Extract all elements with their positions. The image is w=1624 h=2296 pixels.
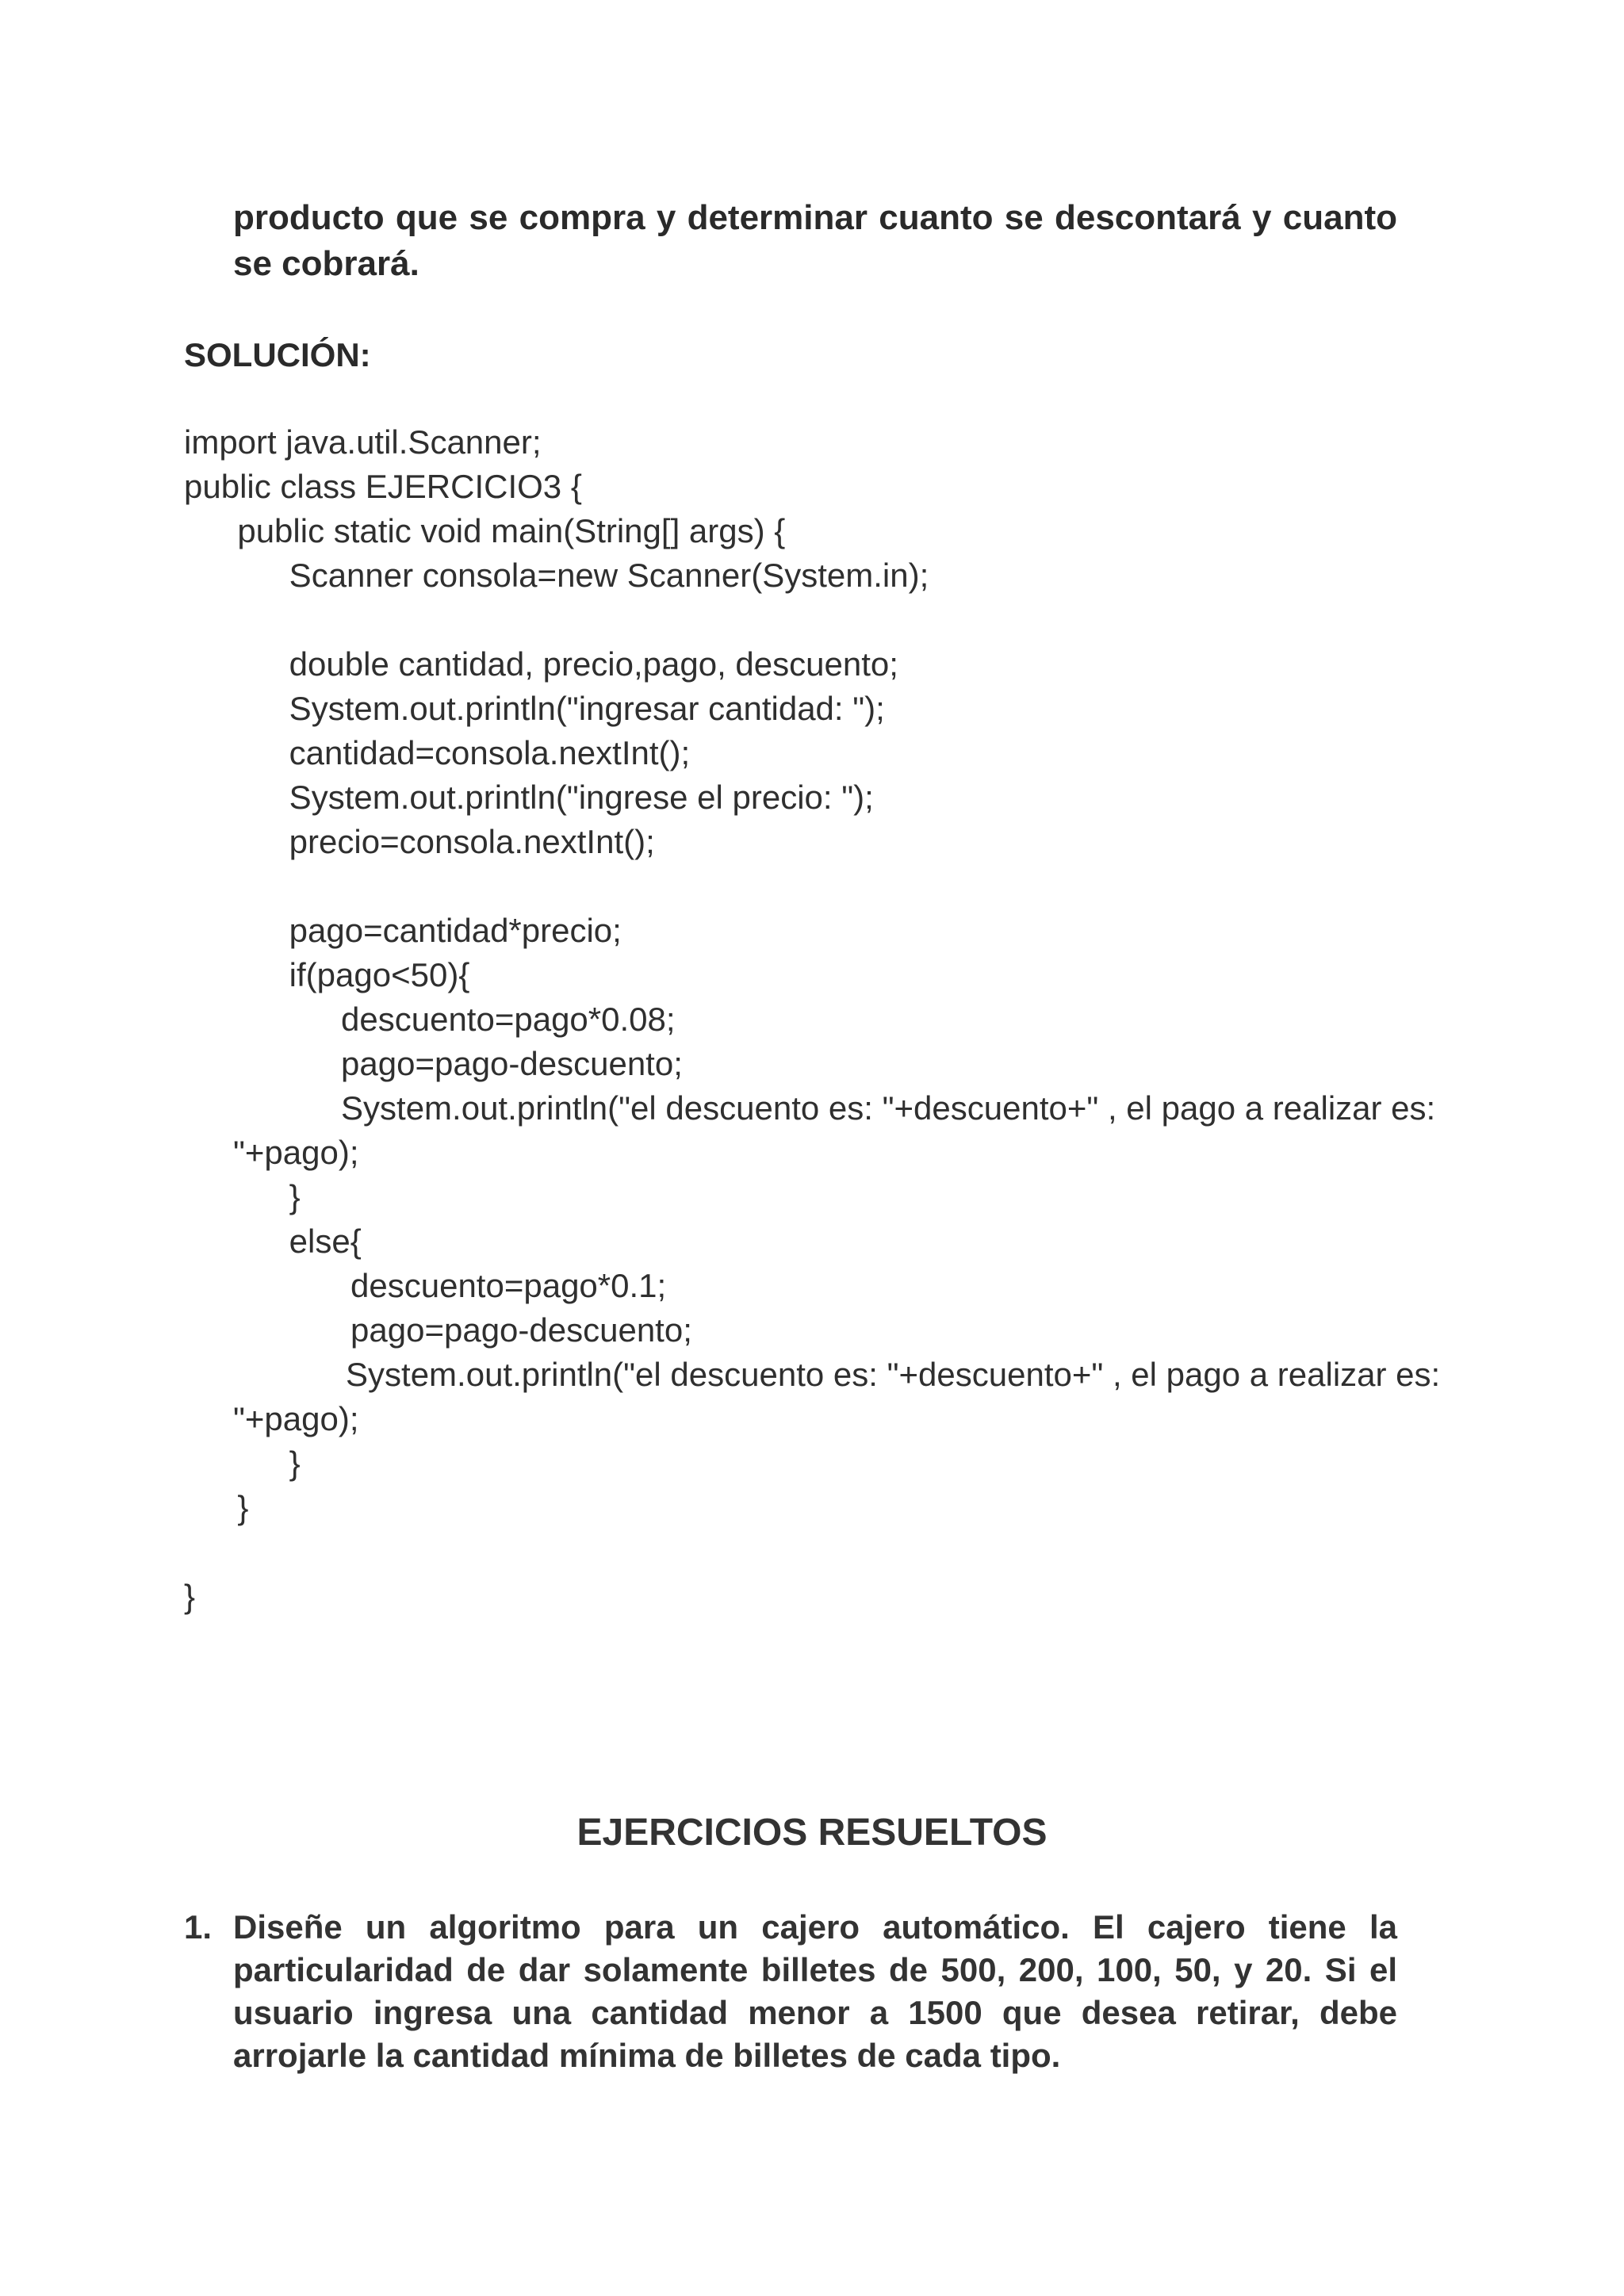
- code-line: descuento=pago*0.08;: [285, 1001, 676, 1038]
- solution-heading: SOLUCIÓN:: [184, 336, 371, 373]
- exercise-text: Diseñe un algoritmo para un cajero automático. El cajero tiene la particularidad de dar solamente billetes de 500, 200, 100, 50, y 20. Si el usuario ingresa una cantidad menor a 1500 que desea retirar, debe arrojarle la cantidad mínima de billetes de cada tipo.: [233, 1908, 1397, 2074]
- code-line: precio=consola.nextInt();: [252, 823, 655, 860]
- code-line: else{: [252, 1223, 362, 1260]
- code-line: pago=pago-descuento;: [295, 1311, 692, 1349]
- code-line: }: [184, 1578, 196, 1615]
- code-line: System.out.println("el descuento es: "+descuento+" , el pago a realizar es:: [290, 1356, 1441, 1393]
- code-line: pago=pago-descuento;: [285, 1045, 683, 1082]
- code-line: pago=cantidad*precio;: [252, 912, 622, 949]
- code-line: }: [252, 1445, 301, 1482]
- intro-paragraph: producto que se compra y determinar cuanto se descontará y cuanto se cobrará.: [233, 198, 1397, 283]
- exercise-number: 1.: [184, 1908, 213, 1946]
- code-line: public class EJERCICIO3 {: [184, 468, 582, 505]
- code-line: Scanner consola=new Scanner(System.in);: [252, 557, 929, 594]
- code-line: double cantidad, precio,pago, descuento;: [252, 645, 898, 683]
- code-line: import java.util.Scanner;: [184, 423, 542, 461]
- code-line: if(pago<50){: [252, 956, 470, 993]
- code-line: "+pago);: [233, 1400, 359, 1437]
- code-line: "+pago);: [233, 1134, 359, 1171]
- code-line: System.out.println("ingresar cantidad: ");: [252, 690, 885, 727]
- code-line: System.out.println("el descuento es: "+descuento+" , el pago a realizar es:: [285, 1089, 1436, 1127]
- code-line: System.out.println("ingrese el precio: ");: [252, 779, 874, 816]
- code-line: cantidad=consola.nextInt();: [252, 734, 691, 771]
- code-line: }: [252, 1178, 301, 1215]
- code-line: }: [219, 1489, 249, 1526]
- code-line: descuento=pago*0.1;: [295, 1267, 667, 1304]
- code-line: public static void main(String[] args) {: [219, 512, 786, 549]
- section-title: EJERCICIOS RESUELTOS: [576, 1812, 1048, 1854]
